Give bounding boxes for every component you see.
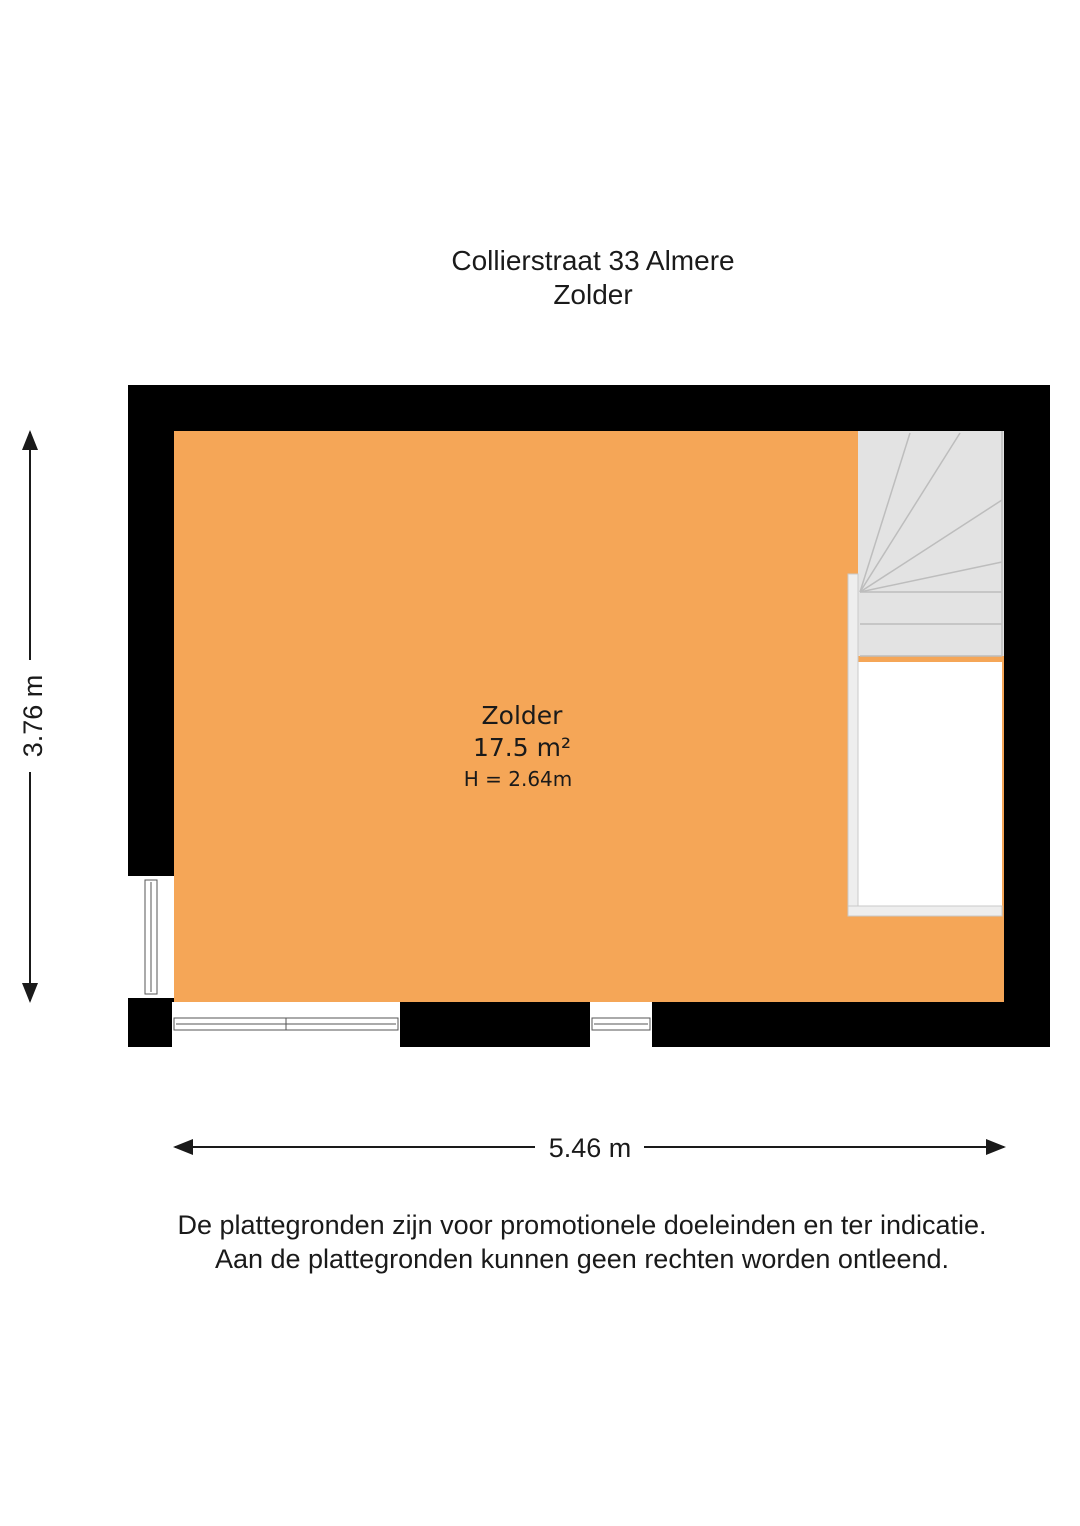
disclaimer-line-1: De plattegronden zijn voor promotionele doeleinden en ter indicatie.: [177, 1210, 987, 1240]
staircase: [848, 431, 1004, 916]
plan-title-address: Collierstraat 33 Almere: [451, 245, 735, 276]
window-left: [128, 876, 174, 998]
room-height-label: H = 2.64m: [463, 767, 573, 791]
disclaimer-line-2: Aan de plattegronden kunnen geen rechten worden ontleend.: [214, 1244, 950, 1274]
room-area-label: 17.5 m²: [473, 733, 571, 762]
room-name-label: Zolder: [481, 701, 563, 730]
width-dimension-label: 5.46 m: [548, 1133, 632, 1163]
window-bottom-right: [590, 1002, 652, 1047]
window-bottom-left: [172, 1002, 400, 1047]
stair-railing: [848, 574, 858, 916]
width-dimension: [175, 1133, 1004, 1163]
depth-dimension-label: 3.76 m: [18, 674, 48, 758]
depth-dimension: [18, 432, 48, 1001]
plan-title-floor: Zolder: [553, 279, 633, 310]
stair-opening: [858, 662, 1002, 906]
